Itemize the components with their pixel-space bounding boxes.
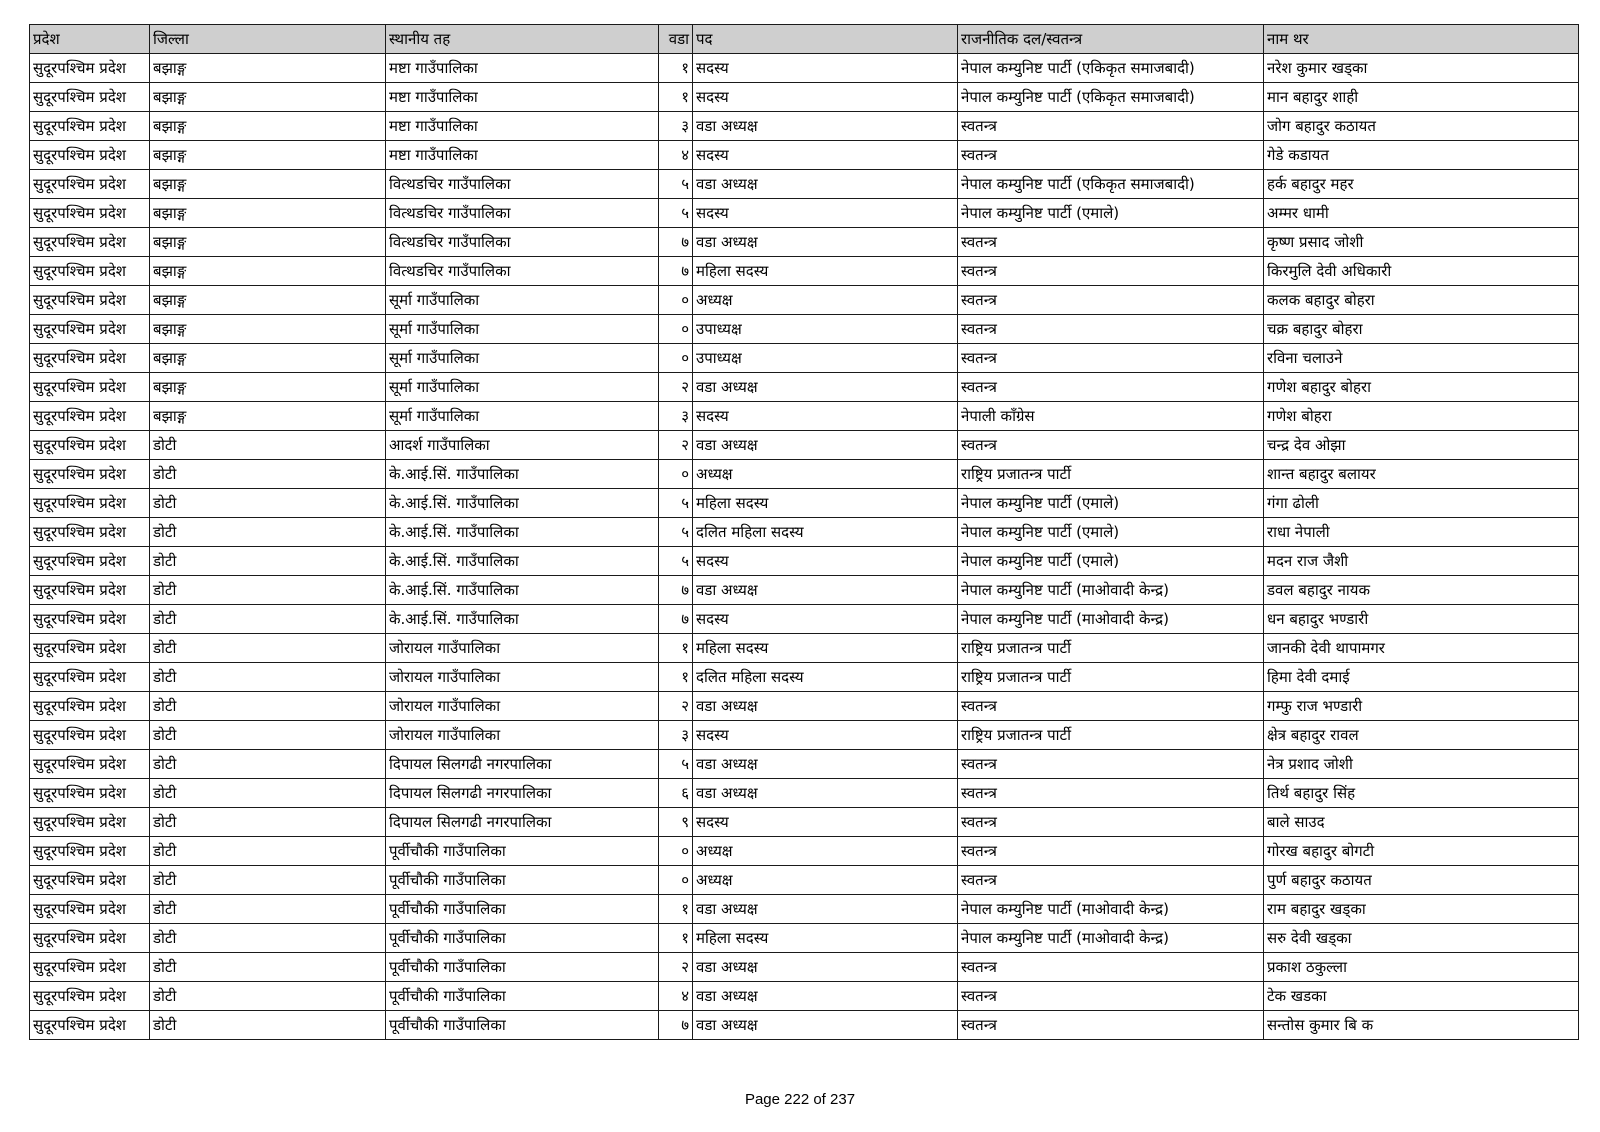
page-number: Page 222 of 237 [744, 1091, 856, 1108]
table-row [30, 170, 1579, 199]
cell-name: जानकी देवी थापामगर [1264, 634, 1579, 663]
cell-ward: ० [659, 315, 693, 344]
cell-province: सुदूरपश्चिम प्रदेश [30, 924, 150, 953]
cell-province: सुदूरपश्चिम प्रदेश [30, 518, 150, 547]
cell-post: सदस्य [693, 721, 958, 750]
cell-local-level: पूर्वीचौकी गाउँपालिका [386, 866, 659, 895]
cell-post: वडा अध्यक्ष [693, 373, 958, 402]
cell-local-level: पूर्वीचौकी गाउँपालिका [386, 895, 659, 924]
cell-name: किरमुलि देवी अधिकारी [1264, 257, 1579, 286]
cell-party: राष्ट्रिय प्रजातन्त्र पार्टी [958, 460, 1264, 489]
header-post: पद [693, 25, 958, 54]
cell-province: सुदूरपश्चिम प्रदेश [30, 692, 150, 721]
cell-district: डोटी [150, 721, 386, 750]
cell-ward: ० [659, 344, 693, 373]
table-row [30, 663, 1579, 692]
cell-party: स्वतन्त्र [958, 344, 1264, 373]
cell-party: स्वतन्त्र [958, 750, 1264, 779]
table-row [30, 228, 1579, 257]
cell-party: स्वतन्त्र [958, 866, 1264, 895]
table-row [30, 837, 1579, 866]
cell-district: डोटी [150, 895, 386, 924]
cell-local-level: मष्टा गाउँपालिका [386, 141, 659, 170]
cell-local-level: दिपायल सिलगढी नगरपालिका [386, 808, 659, 837]
cell-province: सुदूरपश्चिम प्रदेश [30, 605, 150, 634]
cell-post: अध्यक्ष [693, 866, 958, 895]
cell-post: अध्यक्ष [693, 837, 958, 866]
cell-post: सदस्य [693, 808, 958, 837]
cell-ward: ५ [659, 199, 693, 228]
cell-local-level: वित्थडचिर गाउँपालिका [386, 170, 659, 199]
cell-province: सुदूरपश्चिम प्रदेश [30, 170, 150, 199]
cell-local-level: सूर्मा गाउँपालिका [386, 315, 659, 344]
cell-post: सदस्य [693, 547, 958, 576]
cell-ward: २ [659, 692, 693, 721]
cell-local-level: आदर्श गाउँपालिका [386, 431, 659, 460]
cell-ward: ५ [659, 547, 693, 576]
cell-ward: १ [659, 54, 693, 83]
cell-name: सन्तोस कुमार बि क [1264, 1011, 1579, 1040]
cell-name: जोग बहादुर कठायत [1264, 112, 1579, 141]
cell-post: वडा अध्यक्ष [693, 750, 958, 779]
cell-province: सुदूरपश्चिम प्रदेश [30, 286, 150, 315]
cell-party: नेपाल कम्युनिष्ट पार्टी (एकिकृत समाजबादी) [958, 170, 1264, 199]
table-row [30, 953, 1579, 982]
cell-province: सुदूरपश्चिम प्रदेश [30, 808, 150, 837]
cell-local-level: के.आई.सिं. गाउँपालिका [386, 576, 659, 605]
cell-post: उपाध्यक्ष [693, 315, 958, 344]
cell-post: महिला सदस्य [693, 634, 958, 663]
cell-party: नेपाल कम्युनिष्ट पार्टी (माओवादी केन्द्र) [958, 576, 1264, 605]
cell-province: सुदूरपश्चिम प्रदेश [30, 866, 150, 895]
cell-ward: १ [659, 663, 693, 692]
table-row [30, 634, 1579, 663]
table-row [30, 866, 1579, 895]
cell-name: कृष्ण प्रसाद जोशी [1264, 228, 1579, 257]
cell-district: डोटी [150, 634, 386, 663]
cell-local-level: के.आई.सिं. गाउँपालिका [386, 518, 659, 547]
cell-name: डवल बहादुर नायक [1264, 576, 1579, 605]
cell-party: स्वतन्त्र [958, 257, 1264, 286]
cell-party: स्वतन्त्र [958, 779, 1264, 808]
cell-province: सुदूरपश्चिम प्रदेश [30, 895, 150, 924]
cell-ward: ४ [659, 982, 693, 1011]
cell-local-level: वित्थडचिर गाउँपालिका [386, 199, 659, 228]
cell-province: सुदूरपश्चिम प्रदेश [30, 315, 150, 344]
cell-name: नरेश कुमार खड्का [1264, 54, 1579, 83]
cell-district: डोटी [150, 837, 386, 866]
cell-province: सुदूरपश्चिम प्रदेश [30, 489, 150, 518]
table-row [30, 199, 1579, 228]
cell-name: गंगा ढोली [1264, 489, 1579, 518]
cell-party: स्वतन्त्र [958, 228, 1264, 257]
table-row [30, 576, 1579, 605]
cell-district: डोटी [150, 982, 386, 1011]
cell-district: बझाङ्ग [150, 402, 386, 431]
cell-ward: ० [659, 460, 693, 489]
table-row [30, 54, 1579, 83]
table-row [30, 1011, 1579, 1040]
cell-province: सुदूरपश्चिम प्रदेश [30, 402, 150, 431]
cell-ward: ९ [659, 808, 693, 837]
cell-name: बाले साउद [1264, 808, 1579, 837]
cell-district: बझाङ्ग [150, 257, 386, 286]
cell-party: स्वतन्त्र [958, 982, 1264, 1011]
cell-province: सुदूरपश्चिम प्रदेश [30, 750, 150, 779]
cell-name: हर्क बहादुर महर [1264, 170, 1579, 199]
cell-name: हिमा देवी दमाई [1264, 663, 1579, 692]
cell-ward: ७ [659, 228, 693, 257]
cell-name: राधा नेपाली [1264, 518, 1579, 547]
cell-party: नेपाल कम्युनिष्ट पार्टी (माओवादी केन्द्र) [958, 895, 1264, 924]
cell-district: बझाङ्ग [150, 54, 386, 83]
cell-post: वडा अध्यक्ष [693, 431, 958, 460]
cell-district: डोटी [150, 431, 386, 460]
cell-post: अध्यक्ष [693, 460, 958, 489]
cell-party: स्वतन्त्र [958, 808, 1264, 837]
cell-province: सुदूरपश्चिम प्रदेश [30, 663, 150, 692]
cell-local-level: वित्थडचिर गाउँपालिका [386, 257, 659, 286]
cell-local-level: जोरायल गाउँपालिका [386, 721, 659, 750]
cell-local-level: के.आई.सिं. गाउँपालिका [386, 605, 659, 634]
cell-local-level: मष्टा गाउँपालिका [386, 54, 659, 83]
cell-party: नेपाल कम्युनिष्ट पार्टी (माओवादी केन्द्र) [958, 605, 1264, 634]
cell-local-level: के.आई.सिं. गाउँपालिका [386, 489, 659, 518]
cell-name: टेक खडका [1264, 982, 1579, 1011]
cell-district: बझाङ्ग [150, 373, 386, 402]
cell-ward: ३ [659, 112, 693, 141]
cell-ward: ० [659, 837, 693, 866]
cell-name: कलक बहादुर बोहरा [1264, 286, 1579, 315]
cell-local-level: सूर्मा गाउँपालिका [386, 344, 659, 373]
cell-district: बझाङ्ग [150, 199, 386, 228]
results-table [29, 24, 1579, 1040]
cell-party: स्वतन्त्र [958, 141, 1264, 170]
cell-name: शान्त बहादुर बलायर [1264, 460, 1579, 489]
cell-name: सरु देवी खड्का [1264, 924, 1579, 953]
cell-post: वडा अध्यक्ष [693, 895, 958, 924]
cell-district: डोटी [150, 692, 386, 721]
cell-post: सदस्य [693, 54, 958, 83]
cell-province: सुदूरपश्चिम प्रदेश [30, 257, 150, 286]
table-row [30, 460, 1579, 489]
cell-ward: १ [659, 924, 693, 953]
table-row [30, 721, 1579, 750]
header-name: नाम थर [1264, 25, 1579, 54]
cell-ward: ७ [659, 605, 693, 634]
cell-ward: १ [659, 634, 693, 663]
table-row [30, 692, 1579, 721]
cell-province: सुदूरपश्चिम प्रदेश [30, 83, 150, 112]
table-row [30, 895, 1579, 924]
cell-name: गणेश बहादुर बोहरा [1264, 373, 1579, 402]
cell-name: अम्मर धामी [1264, 199, 1579, 228]
header-local-level: स्थानीय तह [386, 25, 659, 54]
table-row [30, 141, 1579, 170]
cell-party: नेपाल कम्युनिष्ट पार्टी (एमाले) [958, 199, 1264, 228]
cell-party: स्वतन्त्र [958, 1011, 1264, 1040]
cell-ward: ३ [659, 402, 693, 431]
cell-district: बझाङ्ग [150, 112, 386, 141]
header-row [30, 25, 1579, 54]
cell-ward: ० [659, 866, 693, 895]
table-row [30, 373, 1579, 402]
cell-party: स्वतन्त्र [958, 837, 1264, 866]
cell-province: सुदूरपश्चिम प्रदेश [30, 141, 150, 170]
cell-ward: २ [659, 953, 693, 982]
cell-local-level: के.आई.सिं. गाउँपालिका [386, 547, 659, 576]
cell-district: डोटी [150, 924, 386, 953]
cell-ward: ७ [659, 257, 693, 286]
cell-district: बझाङ्ग [150, 344, 386, 373]
cell-province: सुदूरपश्चिम प्रदेश [30, 721, 150, 750]
cell-ward: ० [659, 286, 693, 315]
cell-name: धन बहादुर भण्डारी [1264, 605, 1579, 634]
cell-party: स्वतन्त्र [958, 953, 1264, 982]
cell-local-level: दिपायल सिलगढी नगरपालिका [386, 750, 659, 779]
table-row [30, 605, 1579, 634]
table-row [30, 286, 1579, 315]
cell-party: स्वतन्त्र [958, 692, 1264, 721]
cell-ward: ५ [659, 170, 693, 199]
cell-local-level: पूर्वीचौकी गाउँपालिका [386, 924, 659, 953]
cell-post: महिला सदस्य [693, 257, 958, 286]
cell-ward: १ [659, 895, 693, 924]
cell-district: डोटी [150, 663, 386, 692]
cell-post: महिला सदस्य [693, 924, 958, 953]
cell-district: बझाङ्ग [150, 286, 386, 315]
cell-post: वडा अध्यक्ष [693, 779, 958, 808]
header-province: प्रदेश [30, 25, 150, 54]
table-row [30, 982, 1579, 1011]
cell-local-level: मष्टा गाउँपालिका [386, 112, 659, 141]
cell-local-level: के.आई.सिं. गाउँपालिका [386, 460, 659, 489]
table-row [30, 112, 1579, 141]
cell-post: सदस्य [693, 199, 958, 228]
cell-district: डोटी [150, 779, 386, 808]
cell-ward: ७ [659, 576, 693, 605]
cell-post: दलित महिला सदस्य [693, 663, 958, 692]
cell-name: तिर्थ बहादुर सिंह [1264, 779, 1579, 808]
cell-ward: २ [659, 373, 693, 402]
cell-district: डोटी [150, 547, 386, 576]
cell-province: सुदूरपश्चिम प्रदेश [30, 837, 150, 866]
cell-district: डोटी [150, 605, 386, 634]
table-row [30, 547, 1579, 576]
cell-local-level: जोरायल गाउँपालिका [386, 663, 659, 692]
cell-province: सुदूरपश्चिम प्रदेश [30, 1011, 150, 1040]
cell-local-level: पूर्वीचौकी गाउँपालिका [386, 837, 659, 866]
cell-party: नेपाल कम्युनिष्ट पार्टी (एकिकृत समाजबादी) [958, 83, 1264, 112]
cell-name: गेडे कडायत [1264, 141, 1579, 170]
cell-name: गोरख बहादुर बोगटी [1264, 837, 1579, 866]
cell-name: चक्र बहादुर बोहरा [1264, 315, 1579, 344]
cell-post: वडा अध्यक्ष [693, 1011, 958, 1040]
cell-ward: ५ [659, 750, 693, 779]
cell-name: रविना चलाउने [1264, 344, 1579, 373]
cell-district: डोटी [150, 460, 386, 489]
cell-party: नेपाल कम्युनिष्ट पार्टी (एमाले) [958, 489, 1264, 518]
cell-name: राम बहादुर खड्का [1264, 895, 1579, 924]
table-row [30, 808, 1579, 837]
cell-party: स्वतन्त्र [958, 286, 1264, 315]
header-ward: वडा [659, 25, 693, 54]
cell-district: डोटी [150, 750, 386, 779]
cell-post: वडा अध्यक्ष [693, 982, 958, 1011]
table-row [30, 83, 1579, 112]
cell-name: क्षेत्र बहादुर रावल [1264, 721, 1579, 750]
cell-local-level: पूर्वीचौकी गाउँपालिका [386, 982, 659, 1011]
table-row [30, 779, 1579, 808]
cell-ward: ५ [659, 518, 693, 547]
cell-post: सदस्य [693, 141, 958, 170]
cell-party: राष्ट्रिय प्रजातन्त्र पार्टी [958, 663, 1264, 692]
cell-province: सुदूरपश्चिम प्रदेश [30, 344, 150, 373]
cell-local-level: वित्थडचिर गाउँपालिका [386, 228, 659, 257]
cell-local-level: सूर्मा गाउँपालिका [386, 402, 659, 431]
header-district: जिल्ला [150, 25, 386, 54]
cell-province: सुदूरपश्चिम प्रदेश [30, 982, 150, 1011]
cell-province: सुदूरपश्चिम प्रदेश [30, 54, 150, 83]
cell-province: सुदूरपश्चिम प्रदेश [30, 634, 150, 663]
cell-local-level: पूर्वीचौकी गाउँपालिका [386, 1011, 659, 1040]
cell-local-level: पूर्वीचौकी गाउँपालिका [386, 953, 659, 982]
cell-province: सुदूरपश्चिम प्रदेश [30, 373, 150, 402]
cell-post: सदस्य [693, 83, 958, 112]
cell-district: डोटी [150, 576, 386, 605]
table-row [30, 402, 1579, 431]
cell-party: नेपाल कम्युनिष्ट पार्टी (एकिकृत समाजबादी) [958, 54, 1264, 83]
cell-party: राष्ट्रिय प्रजातन्त्र पार्टी [958, 634, 1264, 663]
cell-local-level: जोरायल गाउँपालिका [386, 692, 659, 721]
cell-province: सुदूरपश्चिम प्रदेश [30, 547, 150, 576]
cell-district: बझाङ्ग [150, 83, 386, 112]
cell-name: प्रकाश ठकुल्ला [1264, 953, 1579, 982]
cell-post: वडा अध्यक्ष [693, 576, 958, 605]
table-row [30, 315, 1579, 344]
cell-name: पुर्ण बहादुर कठायत [1264, 866, 1579, 895]
cell-ward: ६ [659, 779, 693, 808]
header-party: राजनीतिक दल/स्वतन्त्र [958, 25, 1264, 54]
cell-ward: ५ [659, 489, 693, 518]
cell-ward: २ [659, 431, 693, 460]
cell-name: गम्फु राज भण्डारी [1264, 692, 1579, 721]
table-row [30, 518, 1579, 547]
cell-post: सदस्य [693, 402, 958, 431]
cell-district: डोटी [150, 808, 386, 837]
cell-province: सुदूरपश्चिम प्रदेश [30, 112, 150, 141]
cell-district: डोटी [150, 518, 386, 547]
cell-province: सुदूरपश्चिम प्रदेश [30, 228, 150, 257]
cell-ward: ३ [659, 721, 693, 750]
cell-name: मान बहादुर शाही [1264, 83, 1579, 112]
cell-party: स्वतन्त्र [958, 431, 1264, 460]
cell-post: सदस्य [693, 605, 958, 634]
cell-province: सुदूरपश्चिम प्रदेश [30, 953, 150, 982]
cell-post: दलित महिला सदस्य [693, 518, 958, 547]
cell-name: मदन राज जैशी [1264, 547, 1579, 576]
table-row [30, 344, 1579, 373]
cell-post: वडा अध्यक्ष [693, 953, 958, 982]
cell-province: सुदूरपश्चिम प्रदेश [30, 431, 150, 460]
cell-party: स्वतन्त्र [958, 112, 1264, 141]
cell-province: सुदूरपश्चिम प्रदेश [30, 460, 150, 489]
cell-district: बझाङ्ग [150, 170, 386, 199]
cell-province: सुदूरपश्चिम प्रदेश [30, 576, 150, 605]
cell-party: नेपाल कम्युनिष्ट पार्टी (एमाले) [958, 518, 1264, 547]
cell-name: गणेश बोहरा [1264, 402, 1579, 431]
cell-district: डोटी [150, 953, 386, 982]
cell-local-level: सूर्मा गाउँपालिका [386, 373, 659, 402]
cell-party: राष्ट्रिय प्रजातन्त्र पार्टी [958, 721, 1264, 750]
cell-post: उपाध्यक्ष [693, 344, 958, 373]
cell-party: नेपाल कम्युनिष्ट पार्टी (माओवादी केन्द्र) [958, 924, 1264, 953]
cell-name: चन्द्र देव ओझा [1264, 431, 1579, 460]
cell-post: वडा अध्यक्ष [693, 228, 958, 257]
cell-party: स्वतन्त्र [958, 315, 1264, 344]
cell-district: डोटी [150, 489, 386, 518]
cell-ward: ७ [659, 1011, 693, 1040]
cell-post: अध्यक्ष [693, 286, 958, 315]
cell-district: डोटी [150, 1011, 386, 1040]
table-row [30, 489, 1579, 518]
cell-ward: ४ [659, 141, 693, 170]
cell-post: वडा अध्यक्ष [693, 692, 958, 721]
table-row [30, 924, 1579, 953]
cell-name: नेत्र प्रशाद जोशी [1264, 750, 1579, 779]
cell-post: वडा अध्यक्ष [693, 112, 958, 141]
cell-post: महिला सदस्य [693, 489, 958, 518]
cell-local-level: दिपायल सिलगढी नगरपालिका [386, 779, 659, 808]
cell-local-level: सूर्मा गाउँपालिका [386, 286, 659, 315]
cell-district: बझाङ्ग [150, 141, 386, 170]
cell-party: स्वतन्त्र [958, 373, 1264, 402]
cell-district: बझाङ्ग [150, 315, 386, 344]
cell-district: बझाङ्ग [150, 228, 386, 257]
cell-party: नेपाल कम्युनिष्ट पार्टी (एमाले) [958, 547, 1264, 576]
cell-post: वडा अध्यक्ष [693, 170, 958, 199]
table-row [30, 257, 1579, 286]
cell-ward: १ [659, 83, 693, 112]
cell-local-level: मष्टा गाउँपालिका [386, 83, 659, 112]
cell-province: सुदूरपश्चिम प्रदेश [30, 199, 150, 228]
table-row [30, 750, 1579, 779]
cell-party: नेपाली काँग्रेस [958, 402, 1264, 431]
cell-district: डोटी [150, 866, 386, 895]
cell-local-level: जोरायल गाउँपालिका [386, 634, 659, 663]
cell-province: सुदूरपश्चिम प्रदेश [30, 779, 150, 808]
table-row [30, 431, 1579, 460]
